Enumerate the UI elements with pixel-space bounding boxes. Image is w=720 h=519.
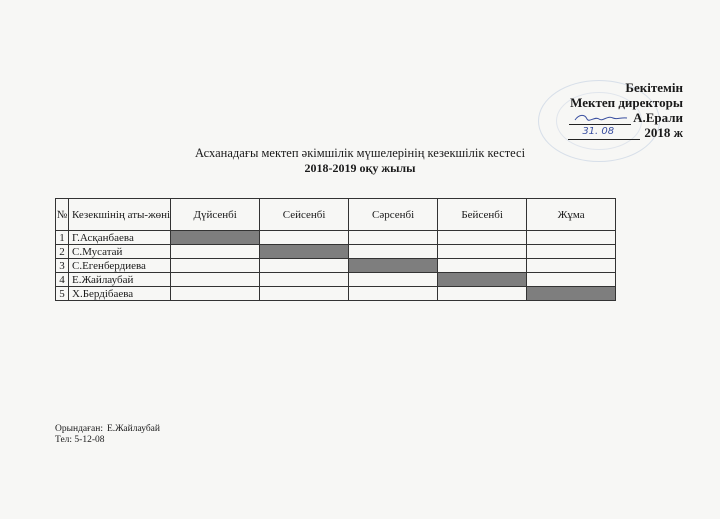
date-field	[568, 127, 640, 140]
empty-day-cell	[438, 245, 527, 259]
staff-name: С.Егенбердиева	[69, 259, 171, 273]
table-row	[56, 245, 616, 259]
staff-name: С.Мусатай	[69, 245, 171, 259]
title-academic-year: 2018-2019 оқу жылы	[304, 161, 416, 175]
duty-day-cell	[171, 231, 260, 245]
executor-label: Орындаған:	[55, 424, 103, 434]
row-number: 4	[56, 273, 69, 287]
duty-day-cell	[527, 287, 616, 301]
duty-day-cell	[349, 259, 438, 273]
duty-day-cell	[438, 273, 527, 287]
row-number: 1	[56, 231, 69, 245]
empty-day-cell	[260, 259, 349, 273]
duty-day-cell	[260, 245, 349, 259]
empty-day-cell	[349, 231, 438, 245]
row-number: 3	[56, 259, 69, 273]
table-row	[56, 287, 616, 301]
director-name: А.Ерали	[633, 110, 683, 125]
approval-block	[568, 80, 683, 140]
table-row	[56, 273, 616, 287]
empty-day-cell	[171, 259, 260, 273]
handwritten-date: 31. 08	[582, 126, 615, 137]
empty-day-cell	[349, 287, 438, 301]
empty-day-cell	[438, 259, 527, 273]
duty-schedule-table	[55, 198, 616, 301]
header-thursday: Бейсенбі	[438, 199, 527, 231]
empty-day-cell	[527, 231, 616, 245]
table-row	[56, 231, 616, 245]
staff-name: Е.Жайлаубай	[69, 273, 171, 287]
document-footer	[55, 424, 160, 446]
table-row	[56, 259, 616, 273]
header-name: Кезекшінің аты-жөні	[69, 199, 171, 231]
empty-day-cell	[438, 287, 527, 301]
row-number: 5	[56, 287, 69, 301]
table-header-row	[56, 199, 616, 231]
row-number: 2	[56, 245, 69, 259]
title-main: Асханадағы мектеп әкімшілік мүшелерінің кезекшілік кестесі	[194, 146, 526, 160]
empty-day-cell	[527, 245, 616, 259]
empty-day-cell	[171, 245, 260, 259]
director-signature-line	[568, 110, 683, 125]
header-tuesday: Сейсенбі	[260, 199, 349, 231]
phone-line: Тел: 5-12-08	[55, 435, 105, 445]
empty-day-cell	[260, 231, 349, 245]
approval-date-line	[568, 125, 683, 140]
header-monday: Дүйсенбі	[171, 199, 260, 231]
table-body	[56, 231, 616, 301]
handwritten-signature	[569, 112, 631, 124]
empty-day-cell	[349, 273, 438, 287]
executor-line	[55, 424, 160, 435]
document-title	[0, 146, 720, 176]
empty-day-cell	[260, 273, 349, 287]
empty-day-cell	[438, 231, 527, 245]
empty-day-cell	[171, 287, 260, 301]
header-wednesday: Сәрсенбі	[349, 199, 438, 231]
empty-day-cell	[260, 287, 349, 301]
empty-day-cell	[527, 273, 616, 287]
approval-position: Мектеп директоры	[570, 95, 683, 110]
executor-name: Е.Жайлаубай	[106, 424, 160, 434]
staff-name: Г.Асқанбаева	[69, 231, 171, 245]
empty-day-cell	[349, 245, 438, 259]
empty-day-cell	[171, 273, 260, 287]
header-number: №	[56, 199, 69, 231]
approval-heading: Бекітемін	[625, 80, 683, 95]
header-friday: Жұма	[527, 199, 616, 231]
staff-name: Х.Бердібаева	[69, 287, 171, 301]
empty-day-cell	[527, 259, 616, 273]
approval-year: 2018 ж	[644, 125, 683, 140]
